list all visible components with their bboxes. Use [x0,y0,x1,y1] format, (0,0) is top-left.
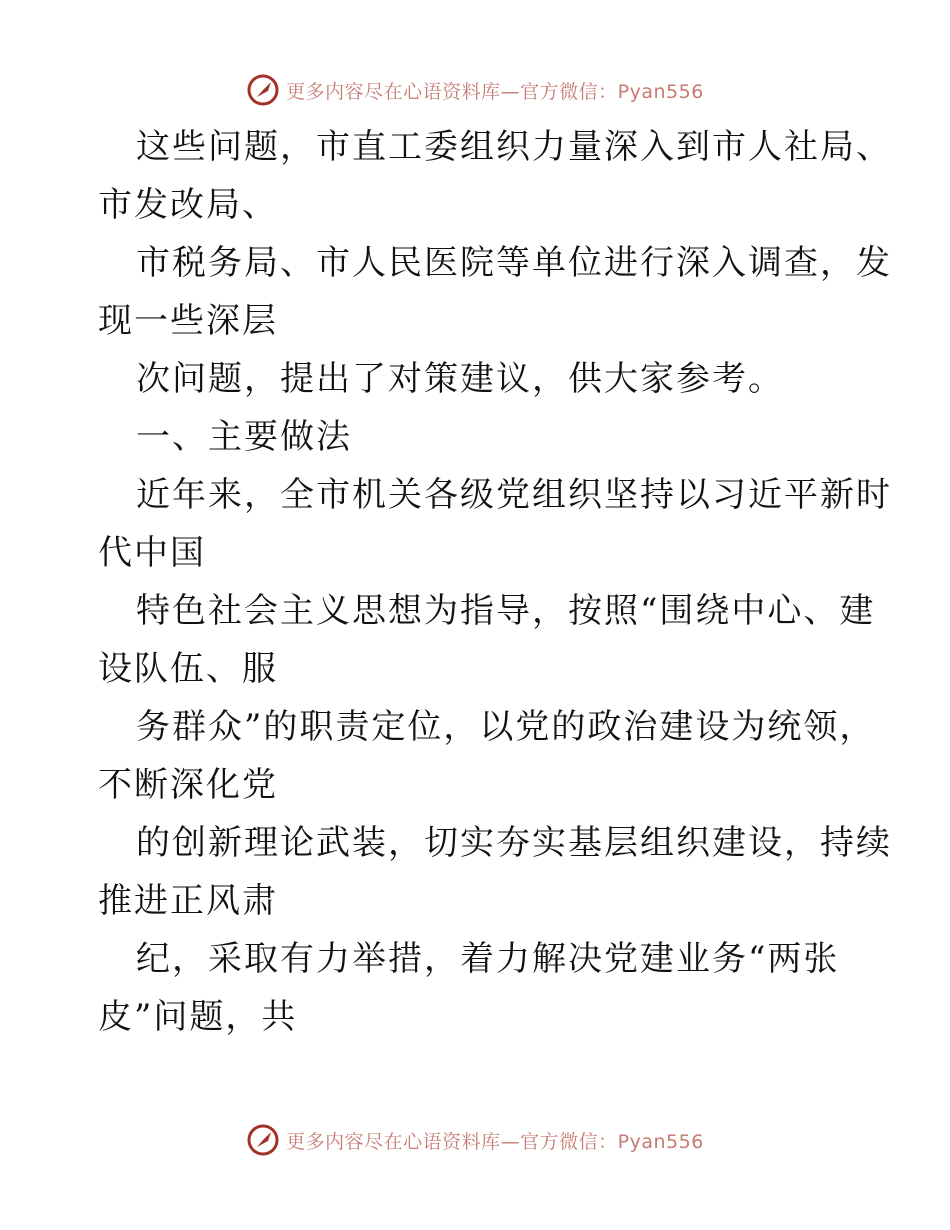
text-line: 纪，采取有力举措，着力解决党建业务“两张 [136,939,840,979]
text-line: 市税务局、市人民医院等单位进行深入调查，发 [136,243,892,283]
header-watermark-text: 更多内容尽在心语资料库—官方微信：Pyan556 [286,80,704,103]
document-body [98,118,892,1046]
text-line: 现一些深层 [98,301,278,341]
text-line: 推进正风肃 [98,881,278,921]
text-line: 务群众”的职责定位，以党的政治建设为统领， [136,707,876,747]
footer-watermark-text: 更多内容尽在心语资料库—官方微信：Pyan556 [286,1130,704,1153]
text-line: 特色社会主义思想为指导，按照“围绕中心、建 [136,591,876,631]
quill-pen-logo-icon [246,1123,280,1157]
text-line: 市发改局、 [98,185,278,225]
text-line: 设队伍、服 [98,649,278,689]
text-line: 皮”问题，共 [98,997,298,1037]
header-watermark [0,70,950,110]
section-heading: 一、主要做法 [136,417,352,457]
text-line: 次问题，提出了对策建议，供大家参考。 [136,359,784,399]
footer-watermark [0,1120,950,1160]
text-line: 不断深化党 [98,765,278,805]
quill-pen-logo-icon [246,73,280,107]
text-line: 代中国 [98,533,206,573]
text-line: 的创新理论武装，切实夯实基层组织建设，持续 [136,823,892,863]
text-line: 近年来，全市机关各级党组织坚持以习近平新时 [136,475,892,515]
text-line: 这些问题，市直工委组织力量深入到市人社局、 [136,127,892,167]
